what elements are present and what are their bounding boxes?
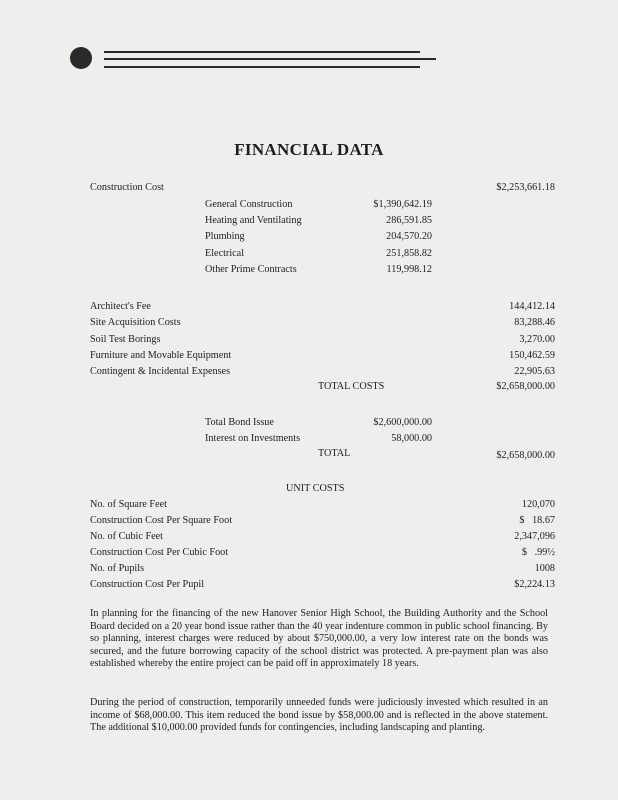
- construction-item-value: 286,591.85: [386, 215, 432, 226]
- construction-item-label: Heating and Ventilating: [205, 215, 302, 226]
- funding-item-label: Total Bond Issue: [205, 417, 274, 428]
- unit-cost-value: 2,347,096: [514, 531, 555, 542]
- total-costs-value: $2,658,000.00: [496, 381, 555, 392]
- unit-cost-label: Construction Cost Per Square Foot: [90, 515, 233, 526]
- cost-item-label: Soil Test Borings: [90, 334, 161, 345]
- construction-item-label: Plumbing: [205, 231, 245, 242]
- investment-paragraph: During the period of construction, temporarily unneeded funds were judiciously invested which resulted in an income of $68,000.00. This item reduced the bond issue by $58,000.00 and is reflected in the above statement. The additional $10,000.00 provided funds for contingencies, including landscaping and planting.: [90, 697, 548, 734]
- cost-item-label: Furniture and Movable Equipment: [90, 350, 232, 361]
- financing-paragraph: In planning for the financing of the new Hanover Senior High School, the Building Authority and the School Board decided on a 20 year bond issue rather than the 40 year indenture common in public school financing. By so planning, interest charges were reduced by about $750,000.00, a very low interest rate on the bonds was secured, and the future borrowing capacity of the school district was protected. A pre-payment plan was also established whereby the entire project can be paid off in approximately 18 years.: [90, 608, 548, 670]
- unit-cost-label: No. of Square Feet: [90, 499, 167, 510]
- construction-item-label: General Construction: [205, 199, 293, 210]
- header-rule-top: [104, 51, 420, 53]
- construction-item-value: 251,858.82: [386, 248, 432, 259]
- total-costs-label: TOTAL COSTS: [318, 381, 385, 392]
- construction-item-value: $1,390,642.19: [373, 199, 432, 210]
- unit-costs-heading: UNIT COSTS: [286, 483, 345, 494]
- decorative-bullet: [70, 47, 92, 69]
- construction-cost-total: $2,253,661.18: [496, 182, 555, 193]
- funding-item-label: Interest on Investments: [205, 433, 301, 444]
- unit-cost-value: $ 18.67: [519, 515, 555, 526]
- unit-cost-value: $ .99½: [521, 547, 555, 558]
- cost-item-value: 3,270.00: [519, 334, 555, 345]
- header-rule-middle: [104, 58, 436, 60]
- unit-cost-label: No. of Pupils: [90, 563, 145, 574]
- cost-item-value: 22,905.63: [514, 366, 555, 377]
- unit-cost-value: $2,224.13: [514, 579, 555, 590]
- cost-item-label: Site Acquisition Costs: [90, 317, 181, 328]
- construction-item-label: Electrical: [205, 248, 245, 259]
- construction-item-value: 204,570.20: [386, 231, 432, 242]
- funding-total-value: $2,658,000.00: [496, 450, 555, 461]
- cost-item-value: 144,412.14: [509, 301, 555, 312]
- construction-item-value: 119,998.12: [386, 264, 432, 275]
- funding-item-value: 58,000.00: [391, 433, 432, 444]
- unit-cost-label: No. of Cubic Feet: [90, 531, 163, 542]
- construction-cost-label: Construction Cost: [90, 182, 164, 193]
- cost-item-label: Architect's Fee: [90, 301, 151, 312]
- cost-item-value: 83,288.46: [514, 317, 555, 328]
- construction-item-label: Other Prime Contracts: [205, 264, 297, 275]
- funding-item-value: $2,600,000.00: [373, 417, 432, 428]
- unit-cost-label: Construction Cost Per Cubic Foot: [90, 547, 229, 558]
- page-title: FINANCIAL DATA: [234, 140, 384, 159]
- unit-cost-label: Construction Cost Per Pupil: [90, 579, 205, 590]
- cost-item-label: Contingent & Incidental Expenses: [90, 366, 231, 377]
- cost-item-value: 150,462.59: [509, 350, 555, 361]
- unit-cost-value: 120,070: [521, 499, 555, 510]
- header-rule-bottom: [104, 66, 420, 68]
- unit-cost-value: 1008: [534, 563, 555, 574]
- funding-total-label: TOTAL: [318, 448, 351, 459]
